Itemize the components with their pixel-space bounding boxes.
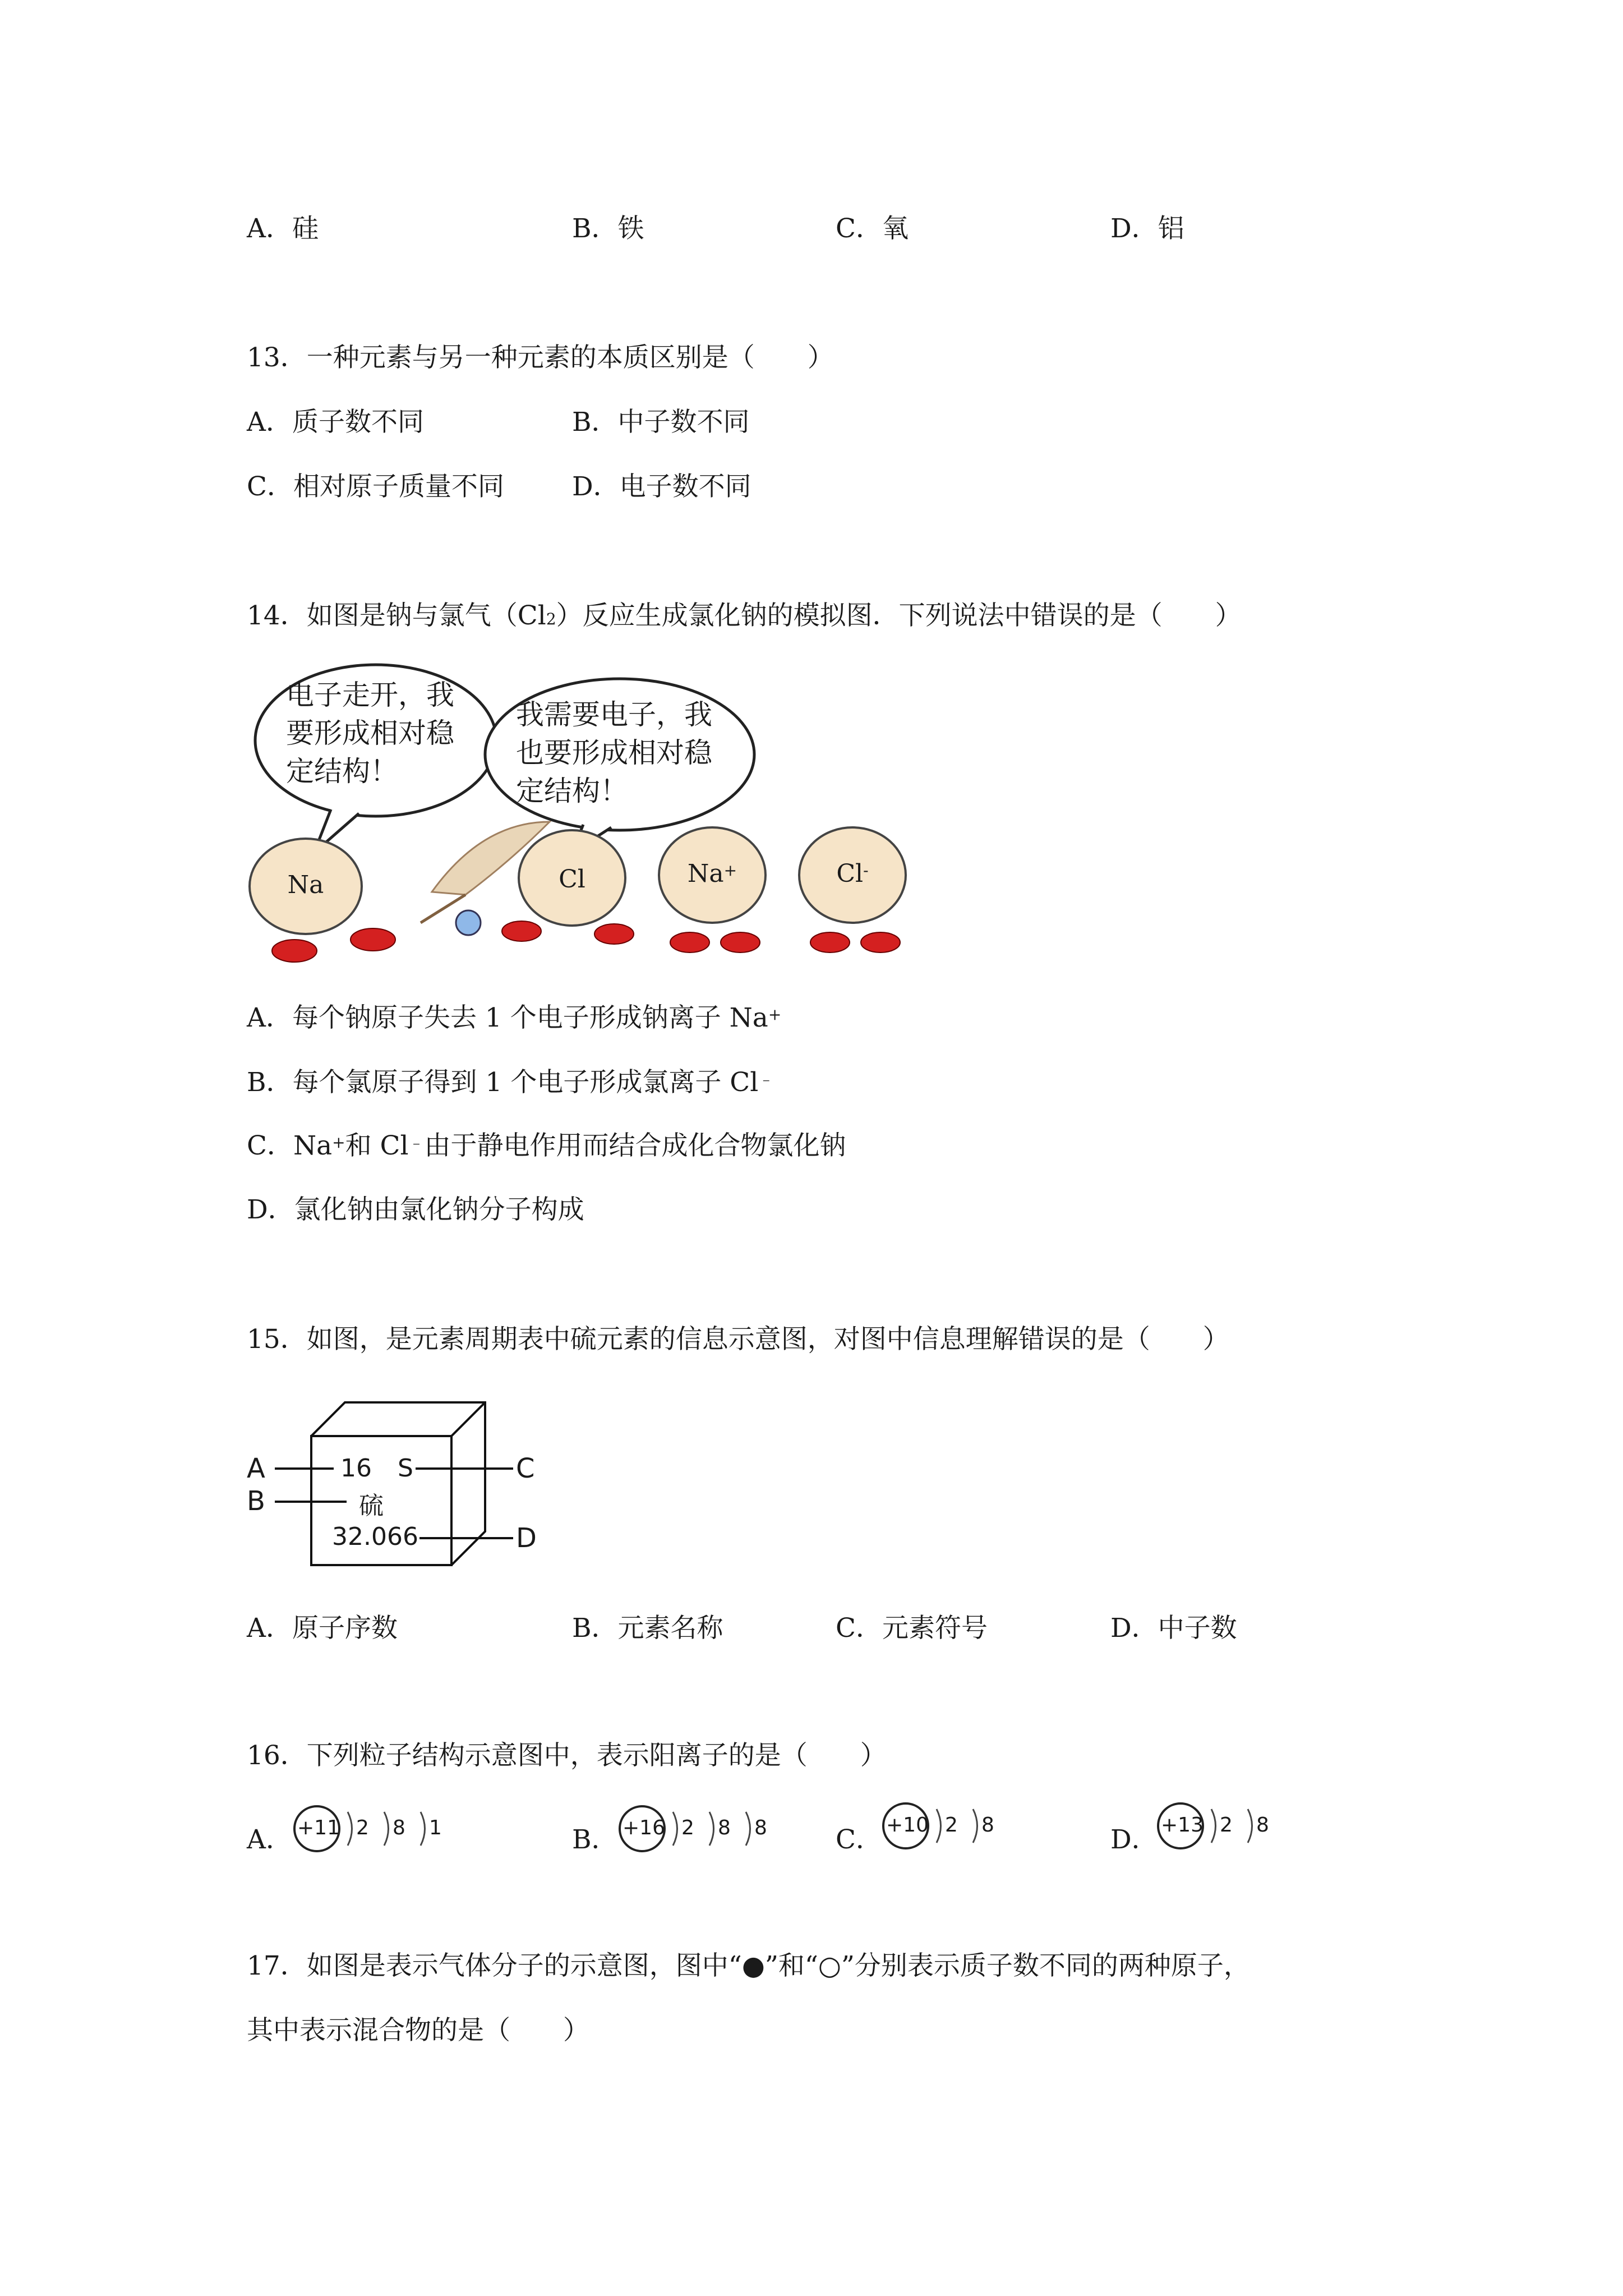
atomic-mass: 32.066 (332, 1522, 418, 1551)
shell-b-1: 2 (681, 1816, 694, 1839)
atom-structure-a (292, 1801, 449, 1857)
shell-c-1: 2 (945, 1814, 958, 1837)
atom-label-cl-ion-charge: - (863, 861, 869, 880)
q17-stem-line2: 其中表示混合物的是（ ） (247, 2015, 589, 2046)
q14-option-b-text: B．每个氯原子得到 1 个电子形成氯离子 Cl (247, 1067, 759, 1098)
speech-bubble-1-text (286, 676, 454, 790)
q14-stem-subscript: 2 (546, 610, 556, 628)
q16-option-a-letter: A． (247, 1824, 292, 1855)
bubble2-line1: 我需要电子，我 (516, 698, 712, 731)
q13-option-d: D．电子数不同 (572, 471, 751, 502)
nucleus-a-charge: +11 (297, 1816, 340, 1839)
q14-option-c-sup2: ﹣ (408, 1133, 425, 1152)
q14-figure (247, 659, 942, 979)
q14-option-b-sup: ﹣ (758, 1070, 774, 1088)
q14-option-a-text: A．每个钠原子失去 1 个电子形成钠离子 Na (247, 1002, 768, 1033)
q13-option-a: A．质子数不同 (247, 407, 424, 438)
q16-option-c-letter: C． (836, 1824, 882, 1855)
label-b: B (247, 1485, 265, 1517)
bubble1-line2: 要形成相对稳 (286, 717, 454, 749)
label-d: D (516, 1522, 537, 1554)
q14-option-b (247, 1066, 774, 1099)
q14-stem-before: 14．如图是钠与氯气（Cl (247, 600, 546, 631)
q14-option-c (247, 1129, 846, 1163)
q14-option-c-post: 由于静电作用而结合成化合物氯化钠 (424, 1130, 846, 1161)
q16-stem: 16．下列粒子结构示意图中，表示阳离子的是（ ） (247, 1740, 887, 1771)
label-c: C (516, 1453, 535, 1484)
element-symbol: S (395, 1454, 416, 1483)
q12-option-c: C．氧 (836, 213, 909, 244)
q14-stem (247, 599, 1242, 633)
nucleus-d-charge: +13 (1161, 1814, 1204, 1837)
q13-option-c: C．相对原子质量不同 (247, 471, 504, 502)
electron-icon (456, 910, 481, 935)
shell-b-3: 8 (754, 1816, 767, 1839)
atom-structure-b (617, 1801, 774, 1857)
q13-stem: 13．一种元素与另一种元素的本质区别是（ ） (247, 342, 834, 373)
shell-d-2: 8 (1256, 1814, 1269, 1837)
q17-stem-line1: 17．如图是表示气体分子的示意图，图中“●”和“○”分别表示质子数不同的两种原子， (247, 1950, 1250, 1981)
q16-option-b-letter: B． (572, 1824, 618, 1855)
q14-option-c-mid: 和 Cl (345, 1130, 409, 1161)
q15-figure (247, 1391, 550, 1576)
atom-structure-d (1155, 1798, 1279, 1854)
shell-a-3: 1 (429, 1816, 442, 1839)
q14-option-c-sup1: + (332, 1133, 345, 1152)
q15-option-c: C．元素符号 (836, 1613, 988, 1644)
atom-label-na (247, 839, 365, 931)
q14-option-a-sup: + (768, 1005, 782, 1024)
bubble2-line2: 也要形成相对稳 (516, 737, 712, 769)
nucleus-b-charge: +16 (623, 1816, 665, 1839)
shell-d-1: 2 (1220, 1814, 1233, 1837)
atom-structure-c (880, 1798, 1004, 1854)
q14-option-d: D．氯化钠由氯化钠分子构成 (247, 1194, 584, 1225)
shell-a-1: 2 (356, 1816, 369, 1839)
atom-label-na-ion-charge: + (723, 861, 737, 880)
q15-option-b: B．元素名称 (572, 1613, 723, 1644)
q14-option-a (247, 1001, 781, 1035)
q15-stem: 15．如图，是元素周期表中硫元素的信息示意图，对图中信息理解错误的是（ ） (247, 1324, 1229, 1355)
element-name: 硫 (358, 1485, 385, 1521)
element-box-edge (451, 1402, 485, 1436)
q12-option-d: D．铝 (1110, 213, 1184, 244)
q12-option-a: A．硅 (247, 213, 319, 244)
atom-label-cl-ion-text: Cl (836, 859, 864, 888)
atom-label-na-ion-text: Na (687, 859, 724, 888)
shell-b-2: 8 (718, 1816, 731, 1839)
atom-label-na-text: Na (287, 871, 324, 899)
label-a: A (247, 1453, 265, 1484)
bubble1-line1: 电子走开，我 (286, 679, 454, 711)
bubble1-line3: 定结构！ (286, 755, 398, 788)
atom-label-cl (513, 833, 631, 926)
q12-option-b: B．铁 (572, 213, 644, 244)
atom-label-cl-text: Cl (559, 865, 585, 894)
atom-label-na-ion (653, 827, 771, 920)
bubble2-line3: 定结构！ (516, 775, 628, 807)
nucleus-c-charge: +10 (886, 1814, 929, 1837)
speech-bubble-2-text (516, 696, 712, 810)
q16-option-d-letter: D． (1110, 1824, 1158, 1855)
atom-feet (272, 921, 900, 962)
q15-option-d: D．中子数 (1110, 1613, 1237, 1644)
atom-label-cl-ion (794, 827, 911, 920)
q15-option-a: A．原子序数 (247, 1613, 398, 1644)
atomic-number: 16 (338, 1454, 374, 1483)
q14-stem-after: ）反应生成氯化钠的模拟图．下列说法中错误的是（ ） (556, 600, 1242, 631)
shell-c-2: 8 (981, 1814, 994, 1837)
q13-option-b: B．中子数不同 (572, 407, 750, 438)
q14-option-c-pre: C．Na (247, 1130, 333, 1161)
shell-a-2: 8 (393, 1816, 405, 1839)
